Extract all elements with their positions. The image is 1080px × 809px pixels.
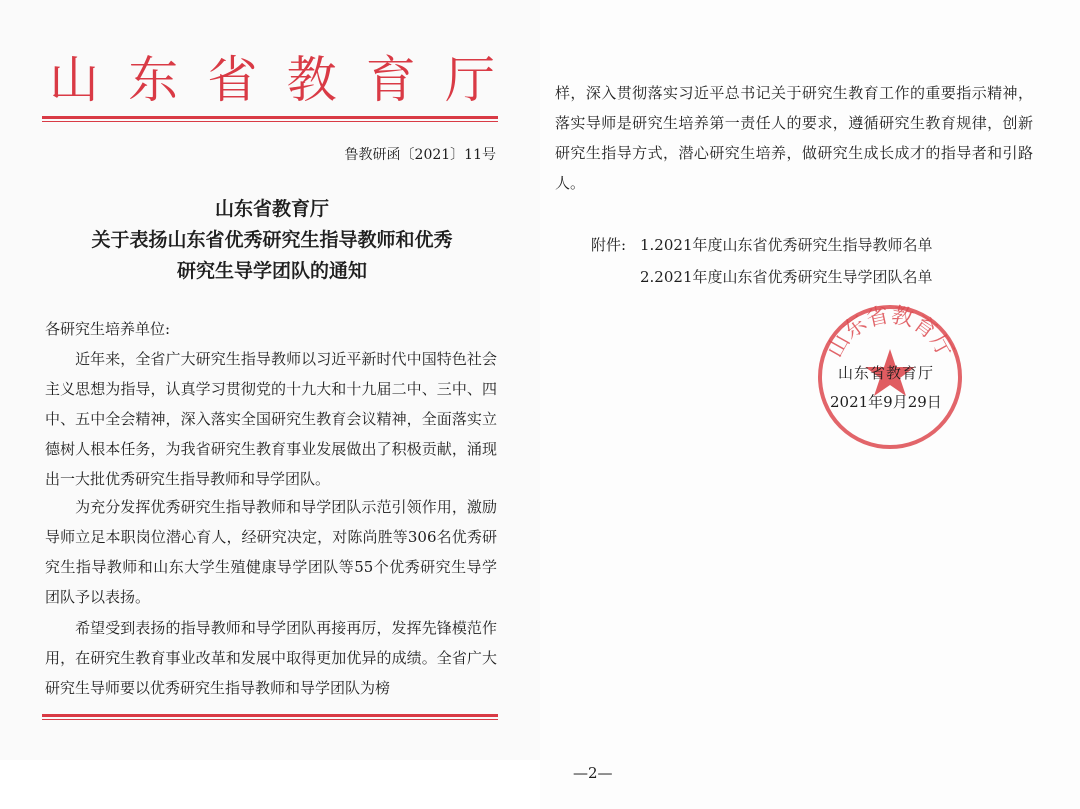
masthead-char: 育: [365, 51, 416, 109]
paragraph-3-text: 希望受到表扬的指导教师和导学团队再接再厉，发挥先锋模范作用，在研究生教育事业改革和发展中取得更加优异的成绩。全省广大研究生导师要以优秀研究生指导教师和导学团队为榜: [45, 619, 497, 697]
signature-date: 2021年9月29日: [830, 393, 942, 411]
seal-text-path: 山东省教育厅: [822, 303, 958, 362]
paragraph-4: 样，深入贯彻落实习近平总书记关于研究生教育工作的重要指示精神，落实导师是研究生培养第一责任人的要求，遵循研究生教育规律，创新研究生指导方式，潜心研究生培养，做研究生成长成才的指导者和引路人。: [555, 84, 1033, 192]
doc-title-line2: 关于表扬山东省优秀研究生指导教师和优秀: [91, 229, 453, 251]
paragraph-1: [45, 344, 497, 494]
masthead-char: 厅: [444, 51, 495, 109]
red-divider-bottom: [42, 714, 498, 717]
salutation: 各研究生培养单位:: [45, 320, 171, 338]
attachments-label: 附件:: [591, 236, 627, 254]
attachment-item-1: 1.2021年度山东省优秀研究生指导教师名单: [640, 236, 933, 254]
doc-title-line1: 山东省教育厅: [214, 198, 329, 220]
paragraph-2-text: 为充分发挥优秀研究生指导教师和导学团队示范引领作用，激励导师立足本职岗位潜心育人，经研究决定，对陈尚胜等306名优秀研究生指导教师和山东大学生殖健康导学团队等55个优秀研究生导学团队予以表扬。: [45, 498, 497, 606]
attachment-item-2: 2.2021年度山东省优秀研究生导学团队名单: [640, 268, 933, 286]
signature-org: 山东省教育厅: [838, 364, 935, 382]
masthead-char: 教: [286, 51, 337, 109]
red-divider-bottom-thin: [42, 719, 498, 720]
doc-title-line3: 研究生导学团队的通知: [176, 260, 367, 282]
red-divider-top-thin: [42, 121, 498, 122]
paragraph-1-text: 近年来，全省广大研究生指导教师以习近平新时代中国特色社会主义思想为指导，认真学习贯彻党的十九大和十九届二中、三中、四中、五中全会精神，深入落实全国研究生教育会议精神，全面落实立德树人根本任务，为我省研究生教育事业发展做出了积极贡献，涌现出一大批优秀研究生指导教师和导学团队。: [45, 350, 497, 488]
masthead-char: 东: [128, 51, 179, 109]
paragraph-2: [45, 492, 497, 612]
masthead-char: 山: [49, 51, 99, 109]
document-number: 鲁教研函〔2021〕11号: [344, 147, 496, 163]
left-page: [0, 0, 540, 760]
paragraph-3: [45, 613, 497, 703]
red-divider-top: [42, 116, 498, 119]
masthead-char: 省: [207, 51, 258, 109]
masthead-title: [44, 50, 500, 110]
page-number: —2—: [573, 764, 613, 782]
